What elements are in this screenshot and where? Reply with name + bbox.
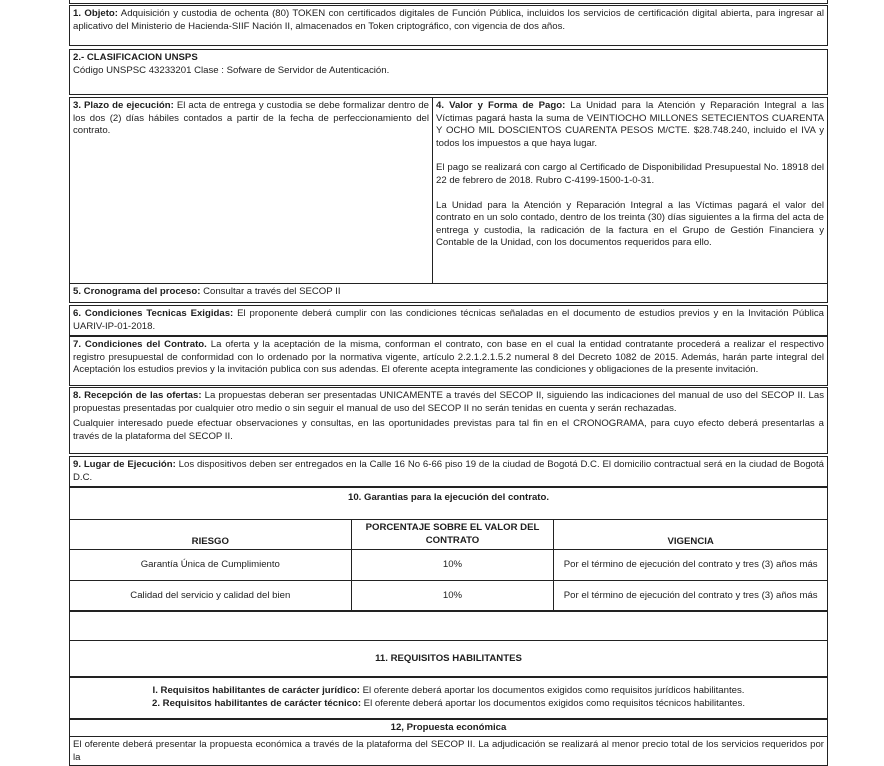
empty-spacer-box <box>69 610 828 641</box>
valor-p1: La Unidad para la Atención y Reparación Integral a las Víctimas pagará hasta la suma de VEINTIOCHO MILLONES SETECIENTOS CUARENTA Y OCHO MIL DOSCIENTOS CUARENTA PESOS M/CTE. $28.748.240, incluido el IVA y todos los impuestos a que haya lugar. <box>436 100 824 149</box>
section-objeto <box>69 5 828 46</box>
condiciones-tecnicas-label: 6. Condiciones Tecnicas Exigidas: <box>73 308 234 319</box>
cronograma-label: 5. Cronograma del proceso: <box>73 286 201 297</box>
garantias-table <box>69 519 828 612</box>
table-row <box>70 581 828 612</box>
section-propuesta-body <box>69 736 828 766</box>
valor-label: 4. Valor y Forma de Pago: <box>436 100 566 111</box>
objeto-text: Adquisición y custodia de ochenta (80) TOKEN con certificados digitales de Función Pública, incluidos los servicios de certificación digital abierta, para ingresar al aplicativo del Ministerio de Hacienda-SIIF Nación II, almacenados en Token criptográfico, con vigencia de dos años. <box>73 8 824 32</box>
garantias-table-wrap <box>69 519 828 611</box>
plazo-text: El acta de entrega y custodia se debe formalizar dentro de los dos (2) días hábiles contados a partir de la fecha de perfeccionamiento del contrato. <box>73 100 429 137</box>
plazo-label: 3. Plazo de ejecución: <box>73 100 174 111</box>
recepcion-label: 8. Recepción de las ofertas: <box>73 390 202 401</box>
section-condiciones-contrato <box>69 336 828 386</box>
requisitos-r1-text: El oferente deberá aportar los documentos exigidos como requisitos jurídicos habilitantes. <box>359 685 745 696</box>
garantias-header-row <box>70 520 828 550</box>
garantias-cell: Por el término de ejecución del contrato y tres (3) años más <box>554 581 828 612</box>
section-requisitos-title <box>69 640 828 677</box>
section-recepcion <box>69 387 828 454</box>
requisitos-r2-text: El oferente deberá aportar los documentos exigidos como requisitos técnicos habilitantes. <box>361 697 745 709</box>
objeto-paragraph <box>73 8 824 33</box>
section-garantias-title <box>69 487 828 520</box>
lugar-text: Los dispositivos deben ser entregados en la Calle 16 No 6-66 piso 19 de la ciudad de Bogotá D.C. El domicilio contractual será en la ciudad de Bogotá D.C. <box>73 459 825 483</box>
valor-p2: El pago se realizará con cargo al Certificado de Disponibilidad Presupuestal No. 18918 del 22 de febrero de 2018. Rubro C-4199-1500-1-0-31. <box>436 162 824 186</box>
section-propuesta-title <box>69 719 828 737</box>
garantias-cell: 10% <box>351 581 554 612</box>
garantias-cell: Por el término de ejecución del contrato y tres (3) años más <box>554 550 828 581</box>
section-cronograma <box>69 283 828 303</box>
garantias-cell: 10% <box>351 550 554 581</box>
valor-p3: La Unidad para la Atención y Reparación Integral a las Víctimas pagará el valor del contrato en un solo contado, dentro de los treinta (30) días siguientes a la firma del acta de entrega y custodia, la radicación de la factura en el Grupo de Gestión Financiera y Contable de la Unidad, con los documentos requeridos para ello. <box>436 199 824 249</box>
condiciones-tecnicas-text: El proponente deberá cumplir con las condiciones técnicas señaladas en el documento de estudios previos y en la Invitación Pública UARIV-IP-01-2018. <box>73 308 824 332</box>
garantias-header-vigencia: VIGENCIA <box>667 536 714 548</box>
requisitos-r1-label: I. Requisitos habilitantes de carácter jurídico: <box>152 685 360 696</box>
condiciones-contrato-label: 7. Condiciones del Contrato. <box>73 339 207 350</box>
propuesta-title: 12, Propuesta económica <box>390 722 507 733</box>
garantias-header-riesgo: RIESGO <box>191 536 229 548</box>
objeto-label: 1. Objeto: <box>73 8 118 19</box>
top-border-fragment <box>69 0 828 4</box>
clasificacion-label: 2.- CLASIFICACION UNSPS <box>73 52 198 63</box>
section-valor <box>432 97 828 284</box>
table-row <box>70 550 828 581</box>
section-clasificacion <box>69 49 828 95</box>
cronograma-text: Consultar a través del SECOP II <box>200 286 341 297</box>
condiciones-contrato-text: La oferta y la aceptación de la misma, conforman el contrato, con base en el cual la entidad contratante procederá a realizar el respectivo registro presupuestal de conformidad con lo ordenado por la normativa vigente, artículo 2.2.1.2.1.5.2 numeral 8 del Decreto 1082 de 2015. Además, harán parte integral del Aceptación los estudios previos y la invitación publica con sus adendas. El oferente acepta integramente las condiciones y obligaciones de la presente invitación. <box>73 339 824 376</box>
requisitos-r2-label: 2. Requisitos habilitantes de carácter técnico: <box>152 697 362 709</box>
garantias-cell: Garantía Única de Cumplimiento <box>70 550 352 581</box>
requisitos-title: 11. REQUISITOS HABILITANTES <box>375 653 522 664</box>
section-plazo <box>69 97 433 284</box>
lugar-label: 9. Lugar de Ejecución: <box>73 459 176 470</box>
propuesta-text: El oferente deberá presentar la propuesta económica a través de la plataforma del SECOP II. La adjudicación se realizará al menor precio total de los servicios requeridos por la <box>73 739 824 763</box>
garantias-title: 10. Garantias para la ejecución del contrato. <box>347 492 549 503</box>
section-lugar <box>69 456 828 487</box>
garantias-header-porcentaje: PORCENTAJE SOBRE EL VALOR DEL CONTRATO <box>365 521 540 546</box>
clasificacion-text: Código UNSPSC 43233201 Clase : Sofware de Servidor de Autenticación. <box>73 64 390 76</box>
recepcion-text2: Cualquier interesado puede efectuar observaciones y consultas, en las oportunidades previstas para tal fin en el CRONOGRAMA, para cuyo efecto deberá presentarlas a través de la plataforma del SECOP II. <box>73 418 824 442</box>
garantias-cell: Calidad del servicio y calidad del bien <box>70 581 352 612</box>
section-requisitos-body <box>69 677 828 719</box>
recepcion-text: La propuestas deberan ser presentadas UNICAMENTE a través del SECOP II, siguiendo las indicaciones del manual de uso del SECOP II. Las propuestas presentadas por cualquier otro medio o sin seguir el manual de uso del SECOP II no serán tenidas en cuenta y serán rechazadas. <box>73 390 824 414</box>
section-condiciones-tecnicas <box>69 305 828 336</box>
